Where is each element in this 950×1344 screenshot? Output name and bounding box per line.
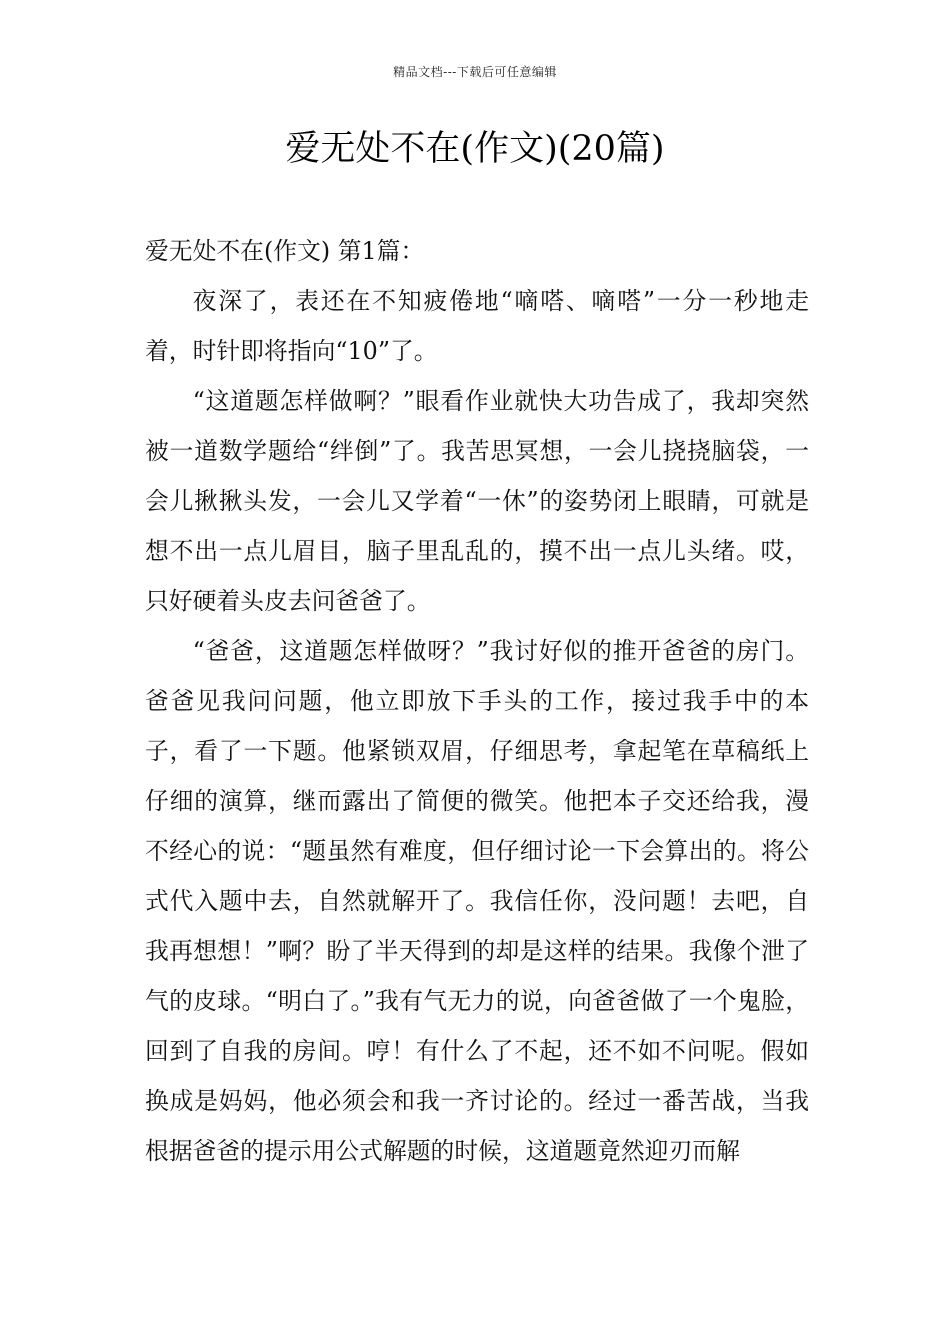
paragraph: “爸爸，这道题怎样做呀？”我讨好似的推开爸爸的房门。爸爸见我问问题，他立即放下手头的工作，接过我手中的本子，看了一下题。他紧锁双眉，仔细思考，拿起笔在草稿纸上仔细的演算，继而露出了简便的微笑。他把本子交还给我，漫不经心的说：“题虽然有难度，但仔细讨论一下会算出的。将公式代入题中去，自然就解开了。我信任你，没问题！去吧，自我再想想！”啊？盼了半天得到的却是这样的结果。我像个泄了气的皮球。“明白了。”我有气无力的说，向爸爸做了一个鬼脸，回到了自我的房间。哼！有什么了不起，还不如不问呢。假如换成是妈妈，他必须会和我一齐讨论的。经过一番苦战，当我根据爸爸的提示用公式解题的时候，这道题竟然迎刃而解 (145, 637, 809, 1165)
paragraph: “这道题怎样做啊？”眼看作业就快大功告成了，我却突然被一道数学题给“绊倒”了。我苦思冥想，一会儿挠挠脑袋，一会儿揪揪头发，一会儿又学着“一休”的姿势闭上眼睛，可就是想不出一点儿眉目，脑子里乱乱的，摸不出一点儿头绪。哎，只好硬着头皮去问爸爸了。 (145, 387, 809, 615)
paragraph: 夜深了，表还在不知疲倦地“嘀嗒、嘀嗒”一分一秒地走着，时针即将指向“10”了。 (145, 287, 809, 365)
document-body (145, 226, 809, 1176)
header-note: 精品文档---下载后可任意编辑 (393, 65, 557, 79)
section-heading: 爱无处不在(作文) 第1篇： (145, 237, 425, 265)
document-title: 爱无处不在(作文)(20篇) (285, 129, 665, 169)
